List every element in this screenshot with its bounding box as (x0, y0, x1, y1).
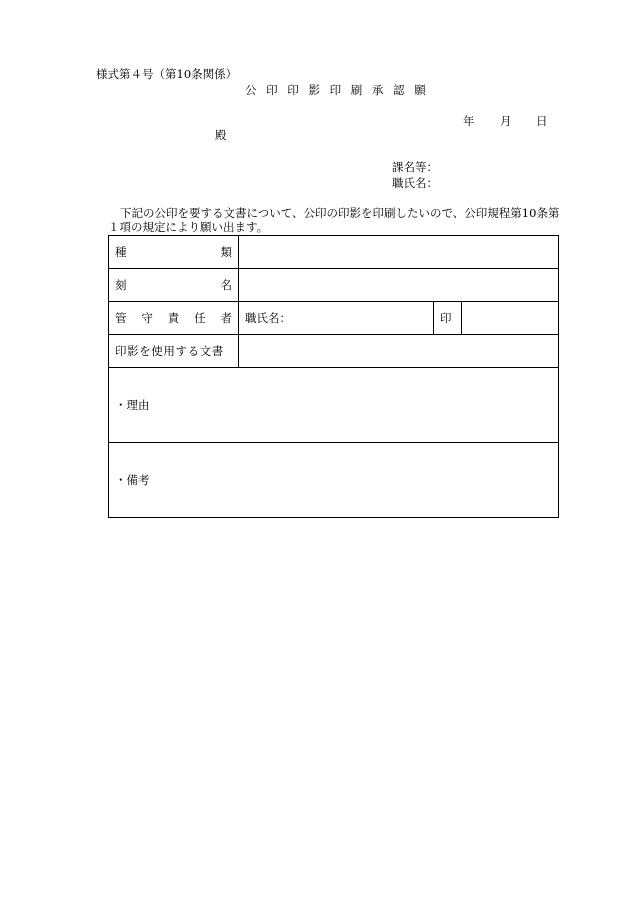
custodian-label-char: 守 (141, 311, 153, 325)
row-inscription (109, 269, 559, 302)
application-table (108, 235, 559, 518)
remarks-label: ・備考 (115, 473, 150, 487)
form-number: 様式第４号（第10条関係） (96, 67, 238, 81)
custodian-label-char: 者 (220, 311, 232, 325)
document-title: 公 印 印 影 印 刷 承 認 願 (245, 83, 429, 97)
seal-input-cell[interactable] (462, 302, 559, 335)
date-month-label: 月 (500, 114, 512, 128)
seal-label: 印 (440, 311, 452, 325)
reason-cell[interactable] (109, 368, 559, 443)
statement-line-1: 下記の公印を要する文書について、公印の印影を印刷したいので、公印規程第10条第 (120, 206, 560, 220)
custodian-name-cell[interactable] (239, 302, 434, 335)
applicant-title-label: 職氏名： (392, 176, 438, 190)
inscription-label-cell (109, 269, 239, 302)
document-label: 印影を使用する文書 (115, 344, 224, 358)
row-document (109, 335, 559, 368)
custodian-label-char: 任 (194, 311, 206, 325)
addressee-suffix: 殿 (215, 128, 227, 142)
seal-type-input-cell[interactable] (239, 236, 559, 269)
inscription-input-cell[interactable] (239, 269, 559, 302)
custodian-label-char: 責 (167, 311, 180, 325)
row-seal-type (109, 236, 559, 269)
inscription-label-char-1: 刻 (115, 278, 127, 292)
document-label-cell (109, 335, 239, 368)
seal-label-cell (434, 302, 462, 335)
seal-type-label-char-2: 類 (220, 245, 232, 259)
custodian-label-char: 管 (115, 311, 127, 325)
custodian-label-cell (109, 302, 239, 335)
seal-type-label-char-1: 種 (115, 245, 127, 259)
applicant-department-label: 課名等： (392, 160, 438, 174)
remarks-cell[interactable] (109, 443, 559, 518)
custodian-name-label: 職氏名： (245, 311, 291, 325)
seal-type-label-cell (109, 236, 239, 269)
row-custodian (109, 302, 559, 335)
row-reason (109, 368, 559, 443)
statement-line-2: １項の規定により願い出ます。 (108, 220, 269, 234)
inscription-label-char-2: 名 (220, 278, 232, 292)
row-remarks (109, 443, 559, 518)
date-year-label: 年 (463, 114, 475, 128)
reason-label: ・理由 (115, 398, 150, 412)
document-input-cell[interactable] (239, 335, 559, 368)
date-day-label: 日 (536, 114, 548, 128)
